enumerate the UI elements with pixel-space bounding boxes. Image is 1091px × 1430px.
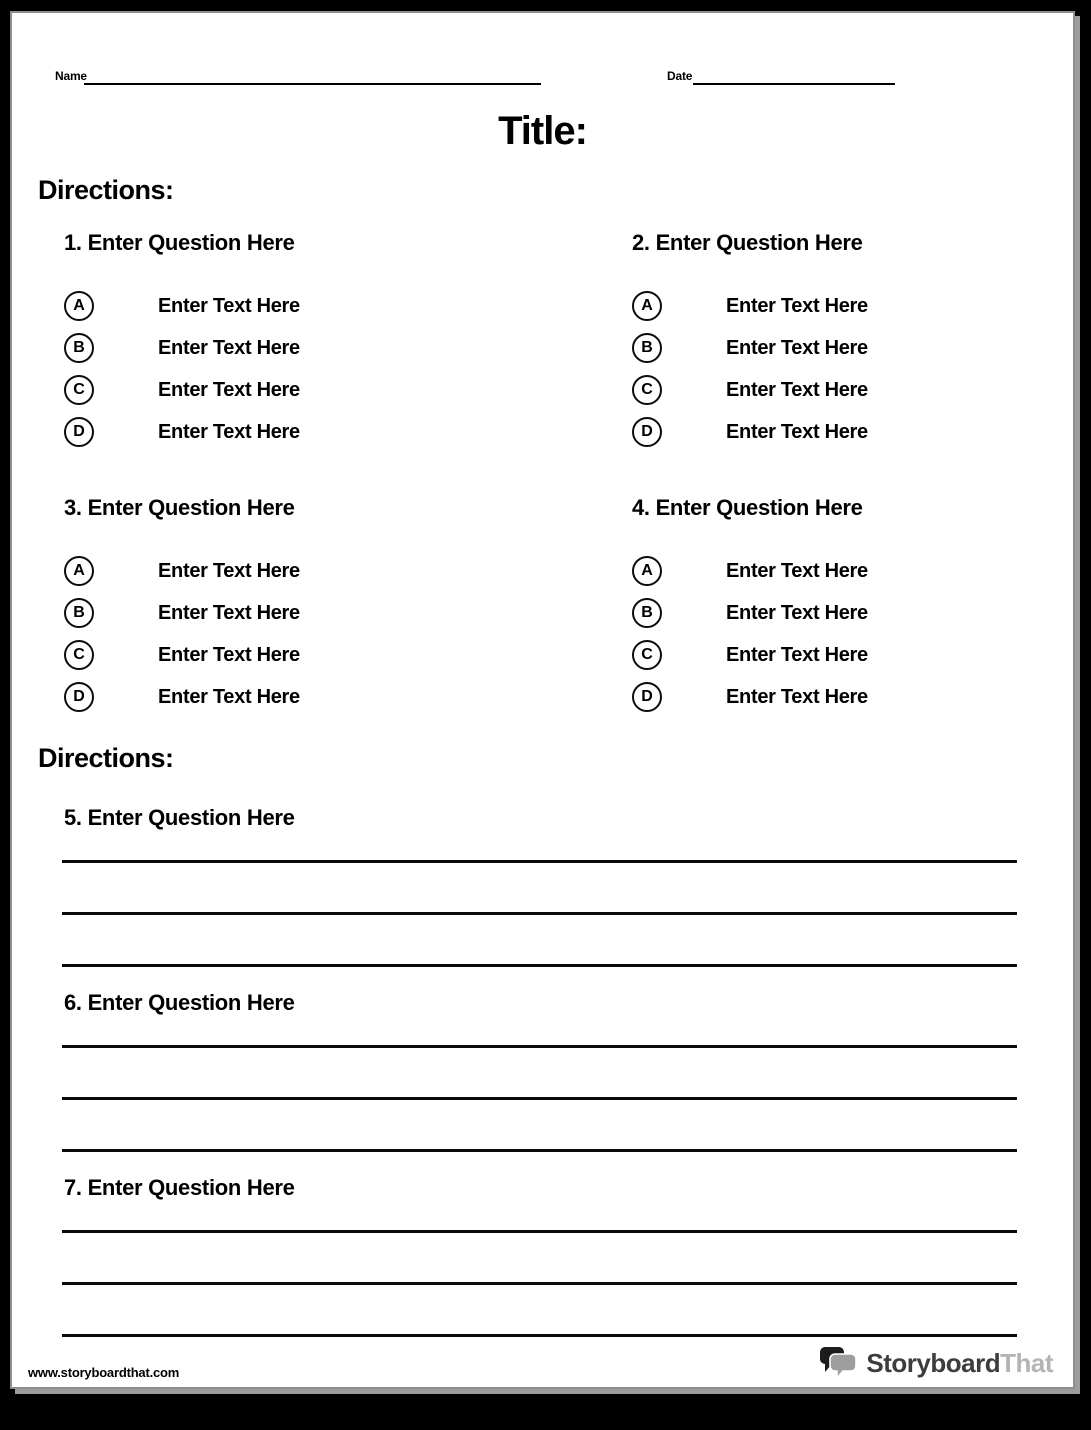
question-prompt: Enter Question Here <box>87 495 295 520</box>
question-heading <box>64 1175 295 1201</box>
date-label: Date <box>667 69 693 83</box>
name-label: Name <box>55 69 87 83</box>
option-label: Enter Text Here <box>726 643 868 666</box>
question-block-2 <box>632 230 1091 447</box>
logo-text <box>866 1348 1053 1379</box>
option-bubble[interactable]: C <box>64 375 94 405</box>
option-row <box>64 333 544 363</box>
answer-line[interactable] <box>62 1097 1017 1100</box>
answer-line[interactable] <box>62 1334 1017 1337</box>
question-heading <box>64 495 544 521</box>
option-row <box>632 291 1091 321</box>
option-row <box>632 598 1091 628</box>
question-prompt: Enter Question Here <box>87 1175 295 1200</box>
options-list <box>632 556 1091 712</box>
option-label: Enter Text Here <box>158 643 300 666</box>
date-line[interactable] <box>693 67 895 85</box>
worksheet-page <box>10 11 1075 1389</box>
option-row <box>64 556 544 586</box>
question-number: 3. <box>64 495 82 520</box>
option-bubble[interactable]: C <box>632 640 662 670</box>
question-number: 4. <box>632 495 650 520</box>
option-label: Enter Text Here <box>158 378 300 401</box>
page-title: Title: <box>498 109 587 153</box>
option-bubble[interactable]: D <box>632 682 662 712</box>
option-row <box>64 682 544 712</box>
storyboardthat-logo[interactable] <box>819 1345 1053 1381</box>
option-row <box>64 640 544 670</box>
option-label: Enter Text Here <box>726 559 868 582</box>
question-number: 5. <box>64 805 82 830</box>
options-list <box>632 291 1091 447</box>
logo-text-primary: Storyboard <box>866 1347 1001 1378</box>
question-block-7 <box>12 1175 1073 1339</box>
option-row <box>632 375 1091 405</box>
option-bubble[interactable]: A <box>632 556 662 586</box>
option-row <box>632 417 1091 447</box>
speech-bubbles-icon <box>819 1345 859 1381</box>
option-label: Enter Text Here <box>158 559 300 582</box>
name-line[interactable] <box>84 67 541 85</box>
question-prompt: Enter Question Here <box>87 990 295 1015</box>
question-heading <box>632 495 1091 521</box>
option-row <box>64 291 544 321</box>
directions-label-2: Directions: <box>38 743 174 773</box>
question-block-6 <box>12 990 1073 1154</box>
option-bubble[interactable]: B <box>64 333 94 363</box>
option-bubble[interactable]: B <box>632 598 662 628</box>
option-row <box>632 640 1091 670</box>
logo-text-secondary: That <box>1000 1347 1053 1378</box>
question-number: 7. <box>64 1175 82 1200</box>
question-block-5 <box>12 805 1073 969</box>
answer-line[interactable] <box>62 912 1017 915</box>
option-row <box>64 375 544 405</box>
option-row <box>632 333 1091 363</box>
option-row <box>64 417 544 447</box>
option-label: Enter Text Here <box>158 420 300 443</box>
question-prompt: Enter Question Here <box>655 230 863 255</box>
question-block-1 <box>64 230 544 447</box>
question-prompt: Enter Question Here <box>655 495 863 520</box>
options-list <box>64 291 544 447</box>
website-url: www.storyboardthat.com <box>28 1365 180 1380</box>
option-bubble[interactable]: C <box>64 640 94 670</box>
answer-line[interactable] <box>62 1045 1017 1048</box>
question-number: 1. <box>64 230 82 255</box>
option-label: Enter Text Here <box>726 336 868 359</box>
option-row <box>64 598 544 628</box>
question-heading <box>64 230 544 256</box>
options-list <box>64 556 544 712</box>
question-heading <box>632 230 1091 256</box>
question-number: 6. <box>64 990 82 1015</box>
directions-label-1: Directions: <box>38 175 174 205</box>
option-row <box>632 682 1091 712</box>
option-bubble[interactable]: B <box>632 333 662 363</box>
option-label: Enter Text Here <box>158 601 300 624</box>
option-label: Enter Text Here <box>158 294 300 317</box>
option-bubble[interactable]: A <box>64 556 94 586</box>
answer-line[interactable] <box>62 964 1017 967</box>
option-bubble[interactable]: A <box>632 291 662 321</box>
option-row <box>632 556 1091 586</box>
option-label: Enter Text Here <box>726 420 868 443</box>
option-bubble[interactable]: D <box>64 417 94 447</box>
question-prompt: Enter Question Here <box>87 805 295 830</box>
question-heading <box>64 990 295 1016</box>
option-bubble[interactable]: D <box>64 682 94 712</box>
answer-line[interactable] <box>62 1230 1017 1233</box>
question-heading <box>64 805 295 831</box>
answer-line[interactable] <box>62 1149 1017 1152</box>
option-bubble[interactable]: C <box>632 375 662 405</box>
option-label: Enter Text Here <box>726 294 868 317</box>
question-number: 2. <box>632 230 650 255</box>
option-label: Enter Text Here <box>158 685 300 708</box>
answer-line[interactable] <box>62 860 1017 863</box>
option-bubble[interactable]: A <box>64 291 94 321</box>
answer-line[interactable] <box>62 1282 1017 1285</box>
option-bubble[interactable]: B <box>64 598 94 628</box>
question-block-3 <box>64 495 544 712</box>
option-label: Enter Text Here <box>158 336 300 359</box>
option-label: Enter Text Here <box>726 685 868 708</box>
question-prompt: Enter Question Here <box>87 230 295 255</box>
question-block-4 <box>632 495 1091 712</box>
option-label: Enter Text Here <box>726 378 868 401</box>
option-label: Enter Text Here <box>726 601 868 624</box>
option-bubble[interactable]: D <box>632 417 662 447</box>
